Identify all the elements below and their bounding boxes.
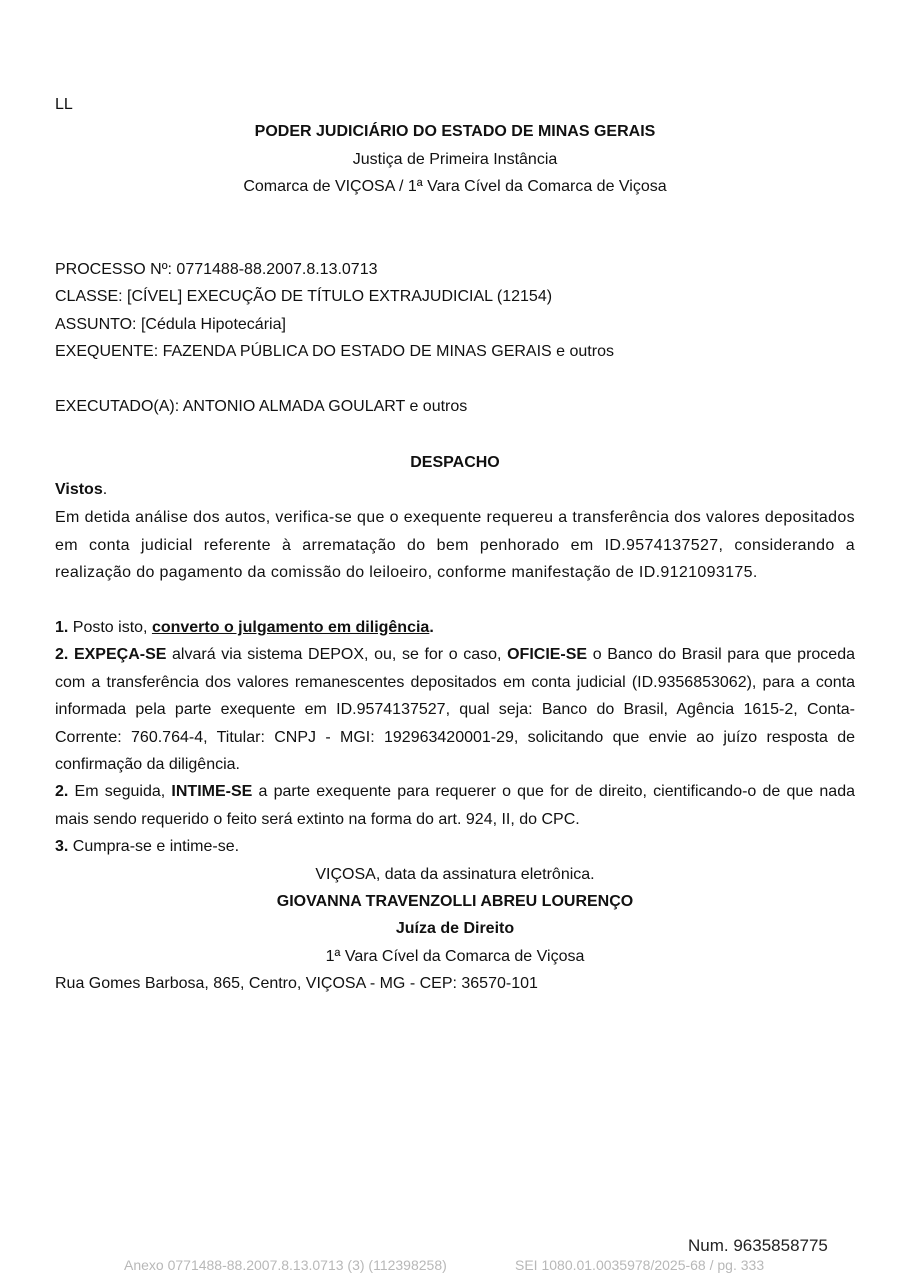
item-1-text: Posto isto, xyxy=(68,619,152,636)
item-4-text: Cumpra-se e intime-se. xyxy=(68,838,240,855)
footer-sei: SEI 1080.01.0035978/2025-68 / pg. 333 xyxy=(515,1257,765,1273)
item-4-number: 3. xyxy=(55,838,69,855)
instance-line: Justiça de Primeira Instância xyxy=(352,151,558,168)
vistos-line xyxy=(55,476,855,503)
court-unit: 1ª Vara Cível da Comarca de Viçosa xyxy=(325,948,585,965)
vistos-word: Vistos xyxy=(55,481,103,498)
comarca-line: Comarca de VIÇOSA / 1ª Vara Cível da Comarca de Viçosa xyxy=(243,178,667,195)
judge-name: GIOVANNA TRAVENZOLLI ABREU LOURENÇO xyxy=(276,893,634,910)
item-2-oficie: OFICIE-SE xyxy=(507,646,588,663)
executado-line: EXECUTADO(A): ANTONIO ALMADA GOULART e outros xyxy=(55,398,468,415)
item-3-text-b: a parte exequente para requerer o que for de direito, cientificando-o de que nada mais sendo requerido o feito será extinto na forma do art. 924, II, do CPC. xyxy=(55,783,855,828)
vistos-dot: . xyxy=(102,481,108,498)
item-2-text-a: alvará via sistema DEPOX, ou, se for o caso, xyxy=(166,646,508,663)
item-1-end: . xyxy=(429,619,434,636)
item-3-paragraph xyxy=(55,778,855,833)
processo-line: PROCESSO Nº: 0771488-88.2007.8.13.0713 xyxy=(55,261,378,278)
item-3-text-a: Em seguida, xyxy=(68,783,172,800)
item-2-expeca: EXPEÇA-SE xyxy=(68,646,167,663)
item-1-decision: converto o julgamento em diligência xyxy=(151,619,430,636)
item-4 xyxy=(55,833,855,860)
item-3-number: 2. xyxy=(55,783,69,800)
despacho-title: DESPACHO xyxy=(410,454,500,471)
item-2-paragraph xyxy=(55,641,855,779)
item-2-text-b: o Banco do Brasil para que proceda com a transferência dos valores remanescentes depositados em conta judicial (ID.9356853062), para a conta informada pela parte exequente em ID.9574137527, qual seja: Banco do Brasil, Agência 1615-2, Conta-Corrente: 760.764-4, Titular: CNPJ - MGI: 192963420001-29, solicitando que envie ao juízo resposta de confirmação da diligência. xyxy=(55,646,855,773)
item-2-number: 2. xyxy=(55,646,69,663)
item-3-intime: INTIME-SE xyxy=(171,783,253,800)
place-date: VIÇOSA, data da assinatura eletrônica. xyxy=(315,866,595,883)
exequente-line: EXEQUENTE: FAZENDA PÚBLICA DO ESTADO DE MINAS GERAIS e outros xyxy=(55,343,614,360)
court-title: PODER JUDICIÁRIO DO ESTADO DE MINAS GERAIS xyxy=(254,123,656,140)
court-address: Rua Gomes Barbosa, 865, Centro, VIÇOSA - MG - CEP: 36570-101 xyxy=(55,975,538,992)
initials: LL xyxy=(55,96,73,113)
assunto-line: ASSUNTO: [Cédula Hipotecária] xyxy=(55,316,286,333)
classe-line: CLASSE: [CÍVEL] EXECUÇÃO DE TÍTULO EXTRAJUDICIAL (12154) xyxy=(55,288,553,305)
item-1 xyxy=(55,614,855,641)
document-number: Num. 9635858775 xyxy=(688,1236,828,1255)
intro-paragraph: Em detida análise dos autos, verifica-se que o exequente requereu a transferência dos valores depositados em conta judicial referente à arrematação do bem penhorado em ID.9574137527, considerando a realização do pagamento da comissão do leiloeiro, conforme manifestação de ID.9121093175. xyxy=(55,509,855,581)
item-1-number: 1. xyxy=(55,619,69,636)
footer-annex: Anexo 0771488-88.2007.8.13.0713 (3) (112398258) xyxy=(124,1257,447,1273)
judge-title: Juíza de Direito xyxy=(395,920,515,937)
